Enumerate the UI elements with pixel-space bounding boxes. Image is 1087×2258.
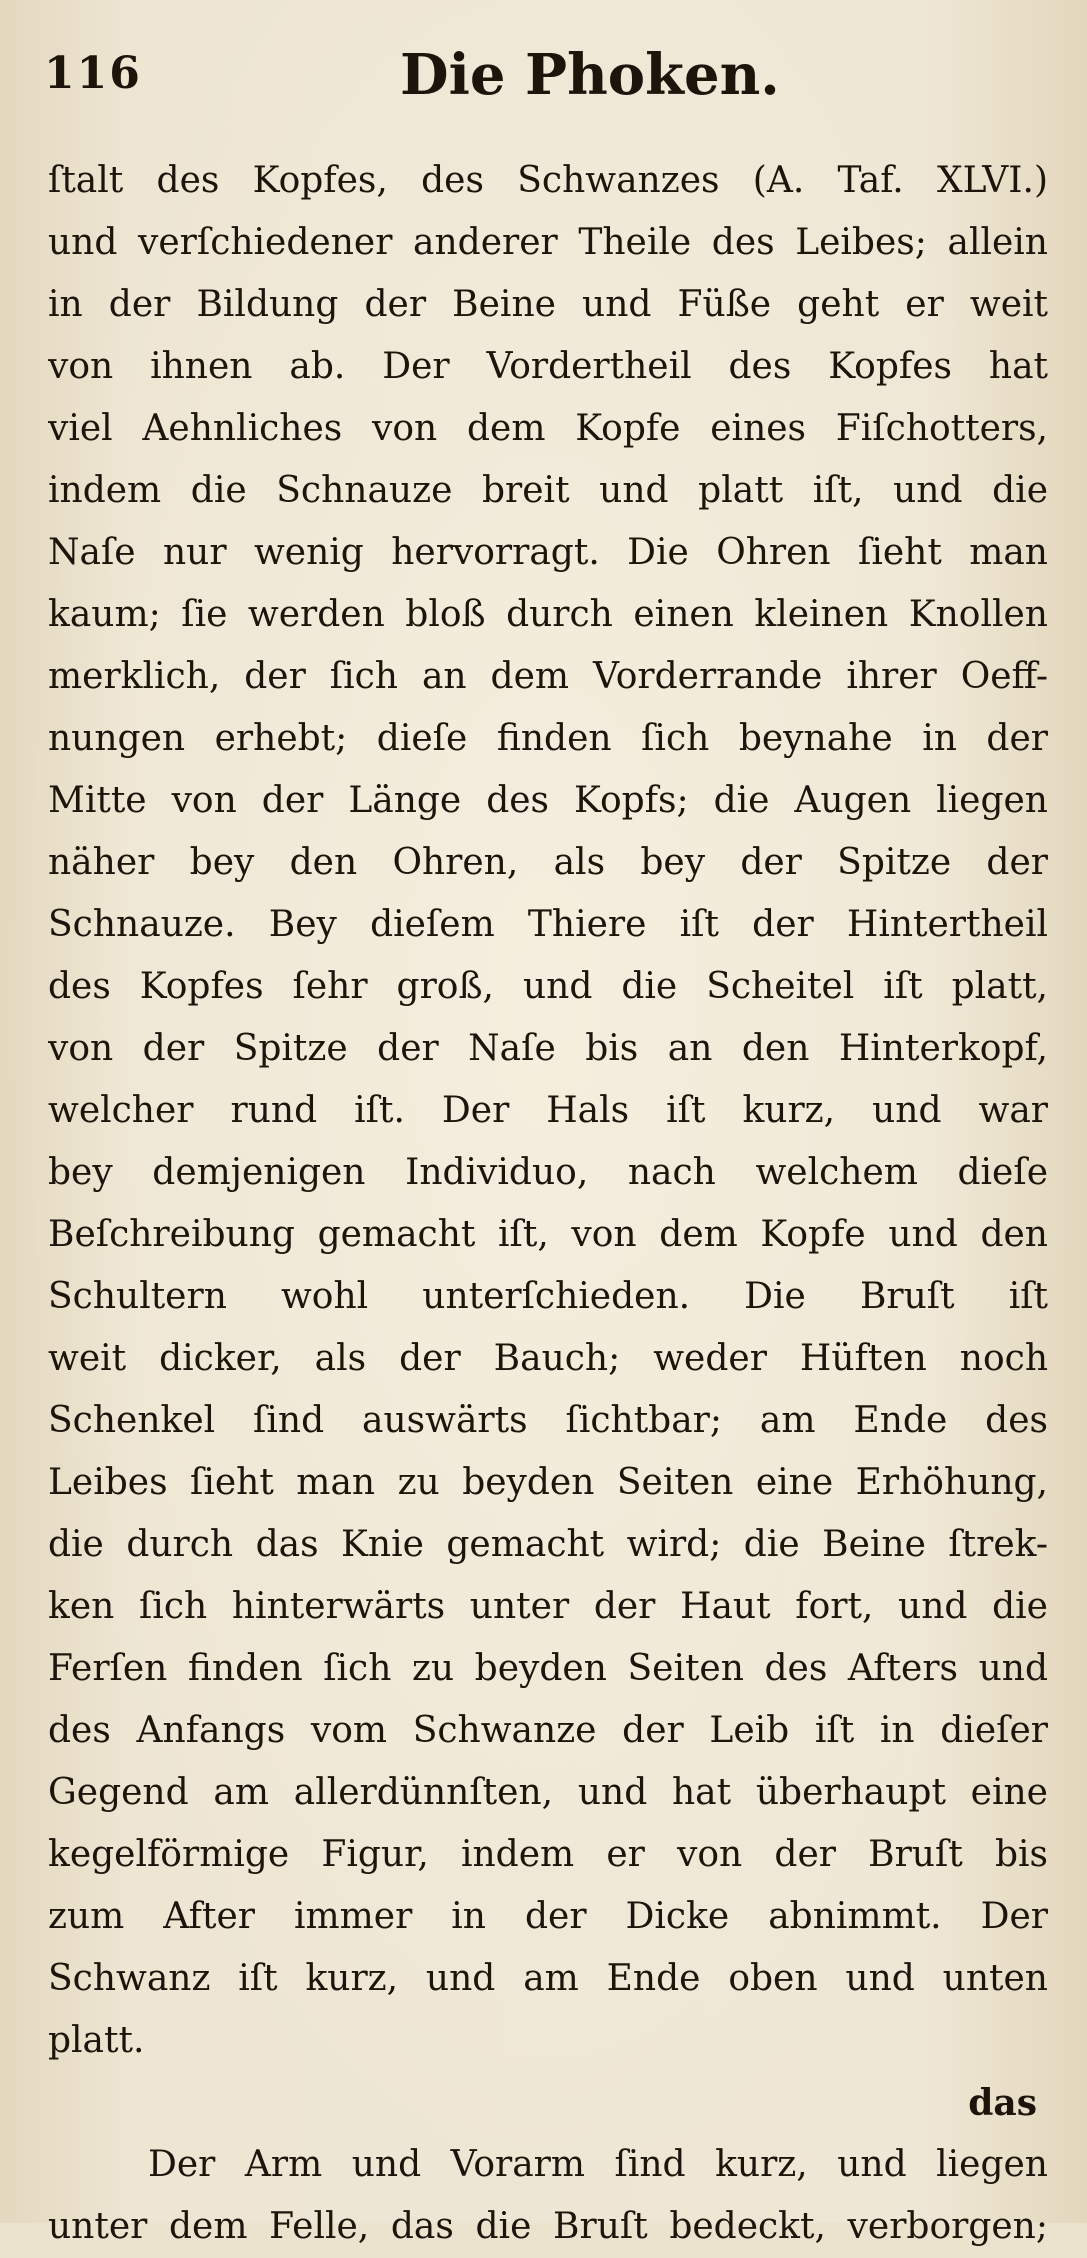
text-line: von ihnen ab. Der Vordertheil des Kopfes hat <box>48 346 1048 387</box>
page-number: 116 <box>44 48 142 99</box>
text-line: zum After immer in der Dicke abnimmt. Der <box>48 1896 1048 1937</box>
text-line: die durch das Knie gemacht wird; die Beine ſtrek- <box>48 1524 1048 1565</box>
text-line: Der Arm und Vorarm ſind kurz, und liegen <box>148 2144 1048 2185</box>
text-line: ken ſich hinterwärts unter der Haut fort, und die <box>48 1586 1048 1627</box>
text-line: Schnauze. Bey dieſem Thiere iſt der Hintertheil <box>48 904 1048 945</box>
text-line: Leibes ſieht man zu beyden Seiten eine Erhöhung, <box>48 1462 1048 1503</box>
text-line: welcher rund iſt. Der Hals iſt kurz, und war <box>48 1090 1048 1131</box>
text-line: Mitte von der Länge des Kopfs; die Augen liegen <box>48 780 1048 821</box>
text-line: weit dicker, als der Bauch; weder Hüften noch <box>48 1338 1048 1379</box>
text-line: bey demjenigen Individuo, nach welchem dieſe <box>48 1152 1048 1193</box>
text-line: Gegend am allerdünnſten, und hat überhaupt eine <box>48 1772 1048 1813</box>
text-line: nungen erhebt; dieſe finden ſich beynahe in der <box>48 718 1048 759</box>
text-line: des Kopfes ſehr groß, und die Scheitel iſt platt, <box>48 966 1048 1007</box>
text-line: Schwanz iſt kurz, und am Ende oben und unten <box>48 1958 1048 1999</box>
text-line: Schultern wohl unterſchieden. Die Bruſt iſt <box>48 1276 1048 1317</box>
catchword: das <box>968 2082 1037 2124</box>
running-title: Die Phoken. <box>400 42 780 108</box>
text-line: ſtalt des Kopfes, des Schwanzes (A. Taf. XLVI.) <box>48 160 1048 201</box>
body-text <box>48 150 1048 2258</box>
text-line: von der Spitze der Naſe bis an den Hinterkopf, <box>48 1028 1048 1069</box>
text-line: näher bey den Ohren, als bey der Spitze der <box>48 842 1048 883</box>
paragraph-gap <box>48 2072 1048 2134</box>
text-line: Beſchreibung gemacht iſt, von dem Kopfe und den <box>48 1214 1048 1255</box>
text-line: platt. <box>48 2020 145 2061</box>
text-line: kaum; ſie werden bloß durch einen kleinen Knollen <box>48 594 1048 635</box>
text-line: Ferſen finden ſich zu beyden Seiten des Afters und <box>48 1648 1048 1689</box>
text-line: merklich, der ſich an dem Vorderrande ihrer Oeff- <box>48 656 1048 697</box>
text-line: unter dem Felle, das die Bruſt bedeckt, verborgen; <box>48 2206 1048 2247</box>
text-line: in der Bildung der Beine und Füße geht er weit <box>48 284 1048 325</box>
text-line: indem die Schnauze breit und platt iſt, und die <box>48 470 1048 511</box>
text-line: und verſchiedener anderer Theile des Leibes; allein <box>48 222 1048 263</box>
text-line: viel Aehnliches von dem Kopfe eines Fiſchotters, <box>48 408 1048 449</box>
text-line: Naſe nur wenig hervorragt. Die Ohren ſieht man <box>48 532 1048 573</box>
text-line: Schenkel ſind auswärts ſichtbar; am Ende des <box>48 1400 1048 1441</box>
text-line: des Anfangs vom Schwanze der Leib iſt in dieſer <box>48 1710 1048 1751</box>
text-line: kegelförmige Figur, indem er von der Bruſt bis <box>48 1834 1048 1875</box>
page-header <box>0 38 1087 118</box>
